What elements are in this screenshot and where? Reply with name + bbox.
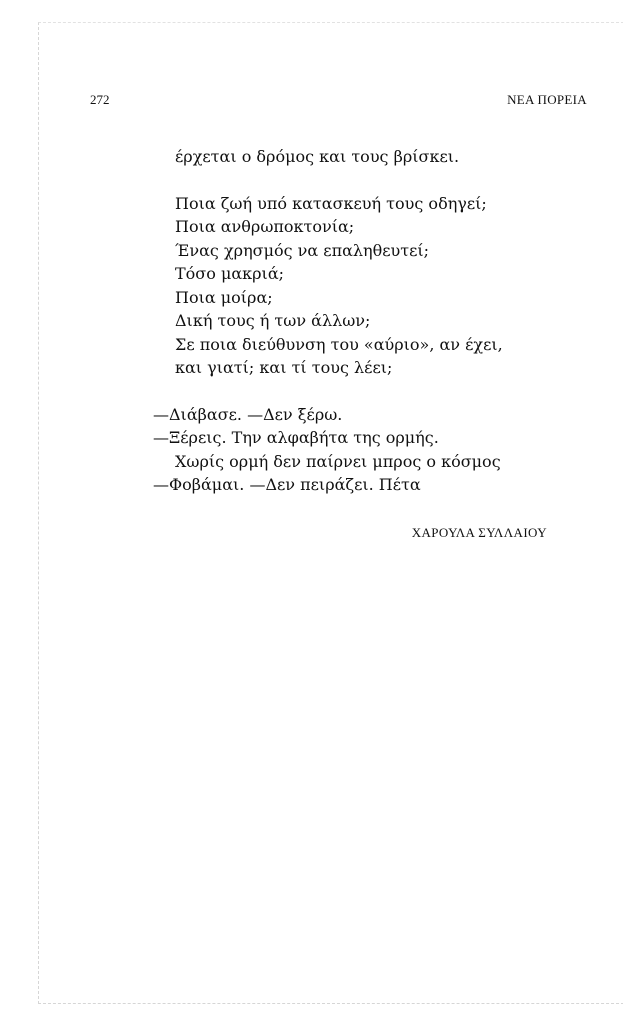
poem-line: Χωρίς ορμή δεν παίρνει μπρος ο κόσμος	[175, 451, 501, 471]
poem-line: Ποια μοίρα;	[175, 287, 273, 307]
poem-line: Ποια ανθρωποκτονία;	[175, 217, 355, 236]
poem-line: Τόσο μακριά;	[175, 264, 285, 283]
poem-line: —Διάβασε. —Δεν ξέρω.	[153, 404, 343, 424]
running-head: ΝΕΑ ΠΟΡΕΙΑ	[507, 92, 587, 107]
poem-line: —Φοβάμαι. —Δεν πειράζει. Πέτα	[153, 475, 421, 494]
poem-line: έρχεται ο δρόμος και τους βρίσκει.	[175, 147, 460, 166]
poem	[145, 145, 565, 520]
page-number: 272	[90, 92, 110, 107]
poem-line: και γιατί; και τί τους λέει;	[175, 358, 393, 377]
stanza	[145, 403, 565, 497]
poem-line: Δική τους ή των άλλων;	[175, 311, 371, 330]
stanza	[145, 145, 565, 169]
poem-line: Σε ποια διεύθυνση του «αύριο», αν έχει,	[175, 334, 503, 354]
poem-line: —Ξέρεις. Την αλφαβήτα της ορμής.	[153, 428, 439, 447]
author-name: ΧΑΡΟΥΛΑ ΣΥΛΛΑΙΟΥ	[411, 525, 547, 540]
page-header	[90, 92, 587, 108]
stanza	[145, 192, 565, 380]
poem-line: Ένας χρησμός να επαληθευτεί;	[175, 240, 430, 260]
poem-line: Ποια ζωή υπό κατασκευή τους οδηγεί;	[175, 193, 487, 213]
